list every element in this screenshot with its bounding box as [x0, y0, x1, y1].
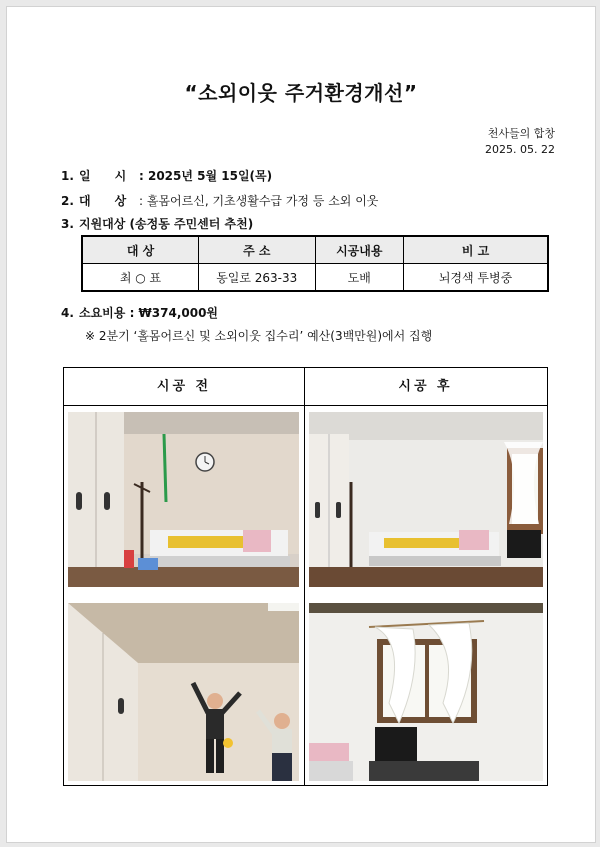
- table-header: 주 소: [199, 236, 316, 264]
- after-photo-room: [309, 412, 543, 587]
- info-number: 1.: [61, 169, 74, 183]
- info-value: : 2025년 5월 15일(목): [139, 169, 273, 183]
- info-key: 대 상: [79, 194, 127, 208]
- document-title: “소외이웃 주거환경개선”: [184, 81, 418, 105]
- info-target-line: [61, 192, 378, 209]
- document-date: 2025. 05. 22: [485, 143, 555, 156]
- cost-number: 4.: [61, 306, 74, 320]
- before-photo-workers: [68, 603, 299, 781]
- before-header: 시공 전: [64, 368, 304, 406]
- table-cell: 도배: [315, 264, 404, 292]
- table-row: [82, 264, 548, 292]
- table-cell: 뇌경색 투병중: [404, 264, 548, 292]
- table-header: 시공내용: [315, 236, 404, 264]
- cost-label: 소요비용: [79, 306, 126, 320]
- budget-note: ※ 2분기 ‘홀몸어르신 및 소외이웃 집수리’ 예산(3백만원)에서 집행: [85, 329, 433, 343]
- info-support-line: [61, 215, 253, 232]
- table-cell: 최 ○ 표: [82, 264, 199, 292]
- before-photo-room: [68, 412, 299, 587]
- info-label: 지원대상 (송정동 주민센터 추천): [79, 217, 254, 231]
- after-header: 시공 후: [304, 368, 547, 406]
- table-cell: 동일로 263-33: [199, 264, 316, 292]
- info-number: 3.: [61, 217, 74, 231]
- organization-name: 천사들의 합창: [487, 127, 555, 140]
- after-photo-window: [309, 603, 543, 781]
- info-key: 일 시: [79, 169, 127, 183]
- photo-divider: [304, 368, 305, 785]
- info-value: : 홀몸어르신, 기초생활수급 가정 등 소외 이웃: [139, 194, 379, 208]
- table-header: 대 상: [82, 236, 199, 264]
- info-number: 2.: [61, 194, 74, 208]
- document-page: [6, 6, 596, 843]
- photo-table: [63, 367, 548, 786]
- cost-value: : ₩374,000원: [129, 306, 219, 320]
- table-header: 비 고: [404, 236, 548, 264]
- info-date-line: [61, 167, 272, 184]
- target-table: [81, 235, 549, 292]
- cost-line: [61, 304, 218, 321]
